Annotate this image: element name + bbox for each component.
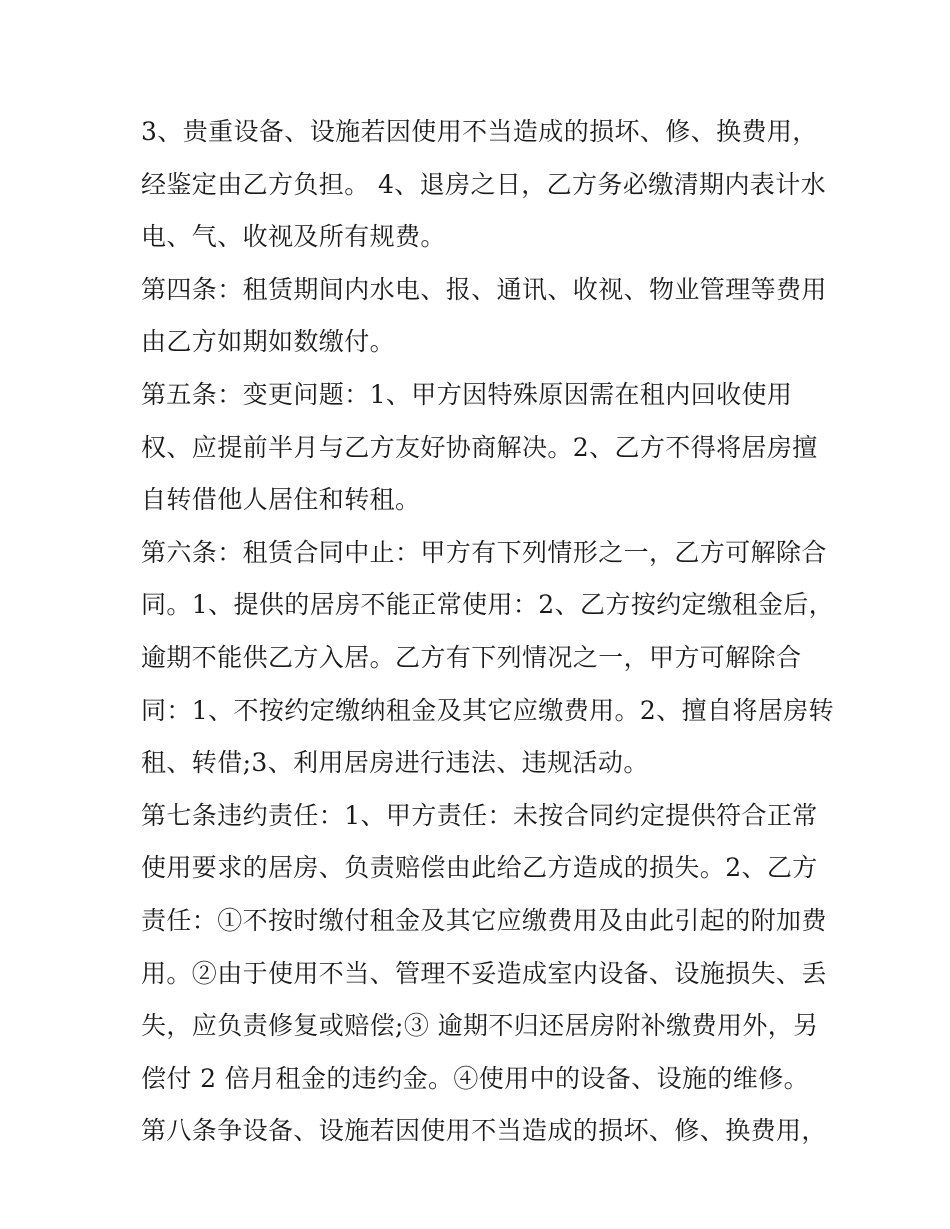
- text-line: 同。1、提供的居房不能正常使用：2、乙方按约定缴租金后，: [141, 590, 835, 620]
- text-line: 3、贵重设备、设施若因使用不当造成的损坏、修、换费用，: [141, 117, 818, 146]
- text-line: 租、转借;3、利用居房进行违法、违规活动。: [141, 748, 649, 778]
- text-line: 经鉴定由乙方负担。 4、退房之日，乙方务必缴清期内表计水: [141, 169, 827, 199]
- text-line: 失，应负责修复或赔偿;③ 逾期不归还居房附补缴费用外，另: [141, 1011, 819, 1041]
- text-line: 用。②由于使用不当、管理不妥造成室内设备、设施损失、丢: [141, 958, 827, 988]
- text-line: 第八条争设备、设施若因使用不当造成的损坏、修、换费用，: [141, 1116, 827, 1146]
- text-line: 权、应提前半月与乙方友好协商解决。2、乙方不得将居房擅: [141, 432, 818, 462]
- text-line: 电、气、收视及所有规费。: [141, 222, 446, 252]
- text-line: 偿付 2 倍月租金的违约金。④使用中的设备、设施的维修。: [141, 1063, 810, 1093]
- text-line: 责任：①不按时缴付租金及其它应缴费用及由此引起的附加费: [141, 905, 827, 935]
- text-line: 自转借他人居住和转租。: [141, 485, 421, 515]
- text-line: 逾期不能供乙方入居。乙方有下列情况之一，甲方可解除合: [141, 642, 802, 672]
- document-body: [141, 106, 835, 1158]
- text-line: 使用要求的居房、负责赔偿由此给乙方造成的损失。2、乙方: [141, 853, 818, 883]
- text-line: 同：1、不按约定缴纳租金及其它应缴费用。2、擅自将居房转: [141, 695, 835, 725]
- text-line: 第七条违约责任：1、甲方责任：未按合同约定提供符合正常: [141, 800, 818, 830]
- text-line: 第六条：租赁合同中止：甲方有下列情形之一，乙方可解除合: [141, 537, 827, 567]
- text-line: 第四条：租赁期间内水电、报、通讯、收视、物业管理等费用: [141, 274, 827, 304]
- text-line: 由乙方如期如数缴付。: [141, 327, 396, 357]
- text-line: 第五条：变更问题：1、甲方因特殊原因需在租内回收使用: [141, 379, 793, 409]
